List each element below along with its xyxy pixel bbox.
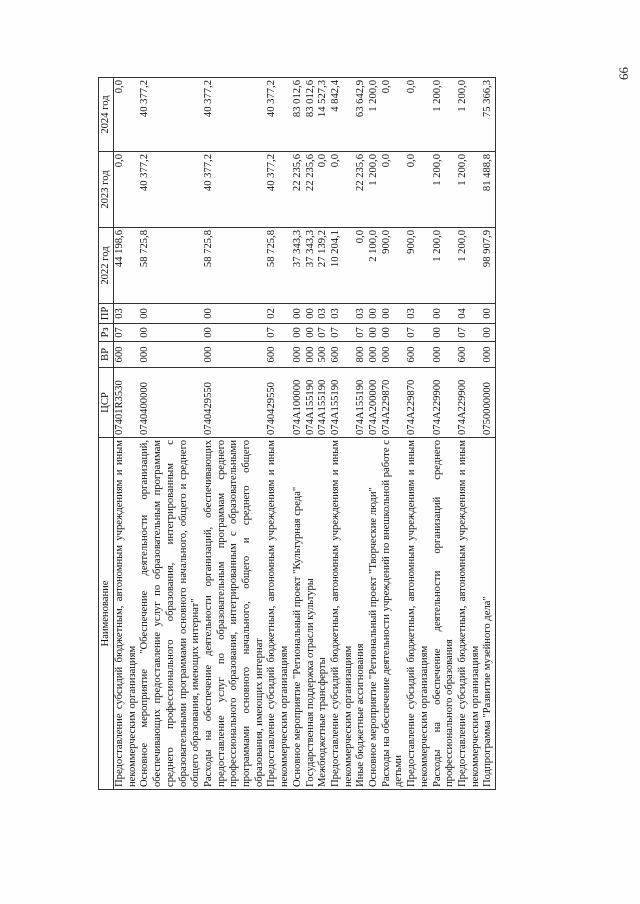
row-csr: 074A155190 xyxy=(305,368,318,438)
table-row xyxy=(305,78,318,790)
row-pr: 00 xyxy=(482,304,495,324)
row-2024: 0,0 xyxy=(381,78,406,152)
row-vr: 000 xyxy=(482,342,495,368)
row-vr: 600 xyxy=(457,342,482,368)
row-vr: 000 xyxy=(203,342,267,368)
row-2024: 40 377,2 xyxy=(266,78,291,152)
row-2023: 0,0 xyxy=(381,152,406,228)
row-rz: 00 xyxy=(305,324,318,342)
row-2022: 10 204,1 xyxy=(330,228,355,304)
row-2024: 75 366,3 xyxy=(482,78,495,152)
budget-table xyxy=(98,77,496,790)
row-2024: 14 527,3 xyxy=(317,78,330,152)
table-body xyxy=(114,78,496,790)
row-name: Основное мероприятие "Обеспечение деятельности организаций, обеспечивающих предоставление услуг по образовательным программам среднего профессионального образования, интегрированным с образовательными программами основного начального, общего и среднего общего образования, имеющих интернат" xyxy=(139,438,203,790)
row-rz: 07 xyxy=(406,324,431,342)
row-csr: 07401R3530 xyxy=(114,368,140,438)
row-csr: 074A100000 xyxy=(292,368,305,438)
row-2024: 4 842,4 xyxy=(330,78,355,152)
row-name: Иные бюджетные ассигнования xyxy=(355,438,368,790)
row-2024: 40 377,2 xyxy=(203,78,267,152)
row-pr: 00 xyxy=(381,304,406,324)
row-pr: 03 xyxy=(330,304,355,324)
row-2022: 27 139,2 xyxy=(317,228,330,304)
row-2024: 83 012,6 xyxy=(292,78,305,152)
row-vr: 000 xyxy=(292,342,305,368)
row-2024: 1 200,0 xyxy=(432,78,457,152)
row-rz: 00 xyxy=(432,324,457,342)
row-2022: 0,0 xyxy=(355,228,368,304)
row-csr: 074A155190 xyxy=(317,368,330,438)
table-row xyxy=(355,78,368,790)
row-2023: 0,0 xyxy=(114,152,140,228)
row-2024: 40 377,2 xyxy=(139,78,203,152)
table-row xyxy=(266,78,291,790)
row-2023: 0,0 xyxy=(317,152,330,228)
table-row xyxy=(406,78,431,790)
row-2023: 22 235,6 xyxy=(305,152,318,228)
row-rz: 07 xyxy=(355,324,368,342)
table-row xyxy=(203,78,267,790)
row-2024: 1 200,0 xyxy=(457,78,482,152)
row-pr: 04 xyxy=(457,304,482,324)
table-row xyxy=(139,78,203,790)
row-2023: 40 377,2 xyxy=(203,152,267,228)
row-2023: 0,0 xyxy=(330,152,355,228)
row-csr: 0740400000 xyxy=(139,368,203,438)
row-2023: 1 200,0 xyxy=(457,152,482,228)
row-2023: 1 200,0 xyxy=(368,152,381,228)
row-rz: 00 xyxy=(203,324,267,342)
row-name: Межбюджетные трансферты xyxy=(317,438,330,790)
row-name: Предоставление субсидий бюджетным, автономным учреждениям и иным некоммерческим организациям xyxy=(406,438,431,790)
row-2022: 37 343,3 xyxy=(292,228,305,304)
row-name: Подпрограмма "Развитие музейного дела" xyxy=(482,438,495,790)
row-2022: 58 725,8 xyxy=(139,228,203,304)
row-2023: 1 200,0 xyxy=(432,152,457,228)
row-csr: 074A229870 xyxy=(406,368,431,438)
row-name: Предоставление субсидий бюджетным, автономным учреждениям и иным некоммерческим организациям xyxy=(114,438,140,790)
table-row xyxy=(457,78,482,790)
row-pr: 00 xyxy=(368,304,381,324)
row-2022: 900,0 xyxy=(406,228,431,304)
row-2023: 81 488,8 xyxy=(482,152,495,228)
row-name: Предоставление субсидий бюджетным, автономным учреждениям и иным некоммерческим организациям xyxy=(266,438,291,790)
row-name: Государственная поддержка отрасли культуры xyxy=(305,438,318,790)
row-2022: 58 725,8 xyxy=(266,228,291,304)
row-csr: 0750000000 xyxy=(482,368,495,438)
table-header-row xyxy=(99,78,114,790)
row-pr: 03 xyxy=(114,304,140,324)
row-rz: 07 xyxy=(114,324,140,342)
row-2024: 0,0 xyxy=(114,78,140,152)
row-2023: 22 235,6 xyxy=(292,152,305,228)
row-vr: 000 xyxy=(139,342,203,368)
table-row xyxy=(482,78,495,790)
row-csr: 0740429550 xyxy=(266,368,291,438)
row-vr: 800 xyxy=(355,342,368,368)
row-rz: 00 xyxy=(368,324,381,342)
row-pr: 03 xyxy=(317,304,330,324)
rotated-table-container xyxy=(98,78,600,790)
row-rz: 00 xyxy=(139,324,203,342)
row-rz: 00 xyxy=(482,324,495,342)
row-csr: 074A229900 xyxy=(432,368,457,438)
row-name: Расходы на обеспечение деятельности учреждений по внешкольной работе с детьми xyxy=(381,438,406,790)
header-2022: 2022 год xyxy=(99,228,114,304)
table-row xyxy=(368,78,381,790)
row-2024: 1 200,0 xyxy=(368,78,381,152)
row-2023: 0,0 xyxy=(406,152,431,228)
row-csr: 074A229900 xyxy=(457,368,482,438)
row-csr: 074A229870 xyxy=(381,368,406,438)
row-2024: 83 012,6 xyxy=(305,78,318,152)
row-pr: 00 xyxy=(203,304,267,324)
row-vr: 000 xyxy=(368,342,381,368)
header-csr: ЦСР xyxy=(99,368,114,438)
table-row xyxy=(292,78,305,790)
header-name: Наименование xyxy=(99,438,114,790)
row-name: Основное мероприятие "Региональный проект "Культурная среда" xyxy=(292,438,305,790)
row-rz: 07 xyxy=(457,324,482,342)
header-2024: 2024 год xyxy=(99,78,114,152)
row-name: Предоставление субсидий бюджетным, автономным учреждениям и иным некоммерческим организациям xyxy=(457,438,482,790)
row-name: Расходы на обеспечение деятельности организаций, обеспечивающих предоставление услуг по образовательным программам среднего профессионального образования, интегрированным с образовательными программами основного начального, общего и среднего общего образования, имеющих интернат xyxy=(203,438,267,790)
header-rz: Рз xyxy=(99,324,114,342)
row-vr: 000 xyxy=(305,342,318,368)
row-2023: 22 235,6 xyxy=(355,152,368,228)
row-csr: 0740429550 xyxy=(203,368,267,438)
row-csr: 074A155190 xyxy=(355,368,368,438)
row-pr: 03 xyxy=(406,304,431,324)
row-rz: 00 xyxy=(381,324,406,342)
row-csr: 074A155190 xyxy=(330,368,355,438)
row-2024: 63 642,9 xyxy=(355,78,368,152)
row-2022: 58 725,8 xyxy=(203,228,267,304)
row-vr: 000 xyxy=(432,342,457,368)
header-vr: ВР xyxy=(99,342,114,368)
row-vr: 000 xyxy=(381,342,406,368)
row-vr: 600 xyxy=(266,342,291,368)
table-row xyxy=(381,78,406,790)
row-2023: 40 377,2 xyxy=(266,152,291,228)
row-rz: 07 xyxy=(330,324,355,342)
row-pr: 00 xyxy=(305,304,318,324)
header-2023: 2023 год xyxy=(99,152,114,228)
row-name: Основное мероприятие "Региональный проект "Творческие люди" xyxy=(368,438,381,790)
page-number: 66 xyxy=(616,67,631,80)
row-pr: 00 xyxy=(139,304,203,324)
row-2024: 0,0 xyxy=(406,78,431,152)
row-2022: 37 343,3 xyxy=(305,228,318,304)
row-csr: 074A200000 xyxy=(368,368,381,438)
row-2022: 1 200,0 xyxy=(432,228,457,304)
row-name: Предоставление субсидий бюджетным, автономным учреждениям и иным некоммерческим организациям xyxy=(330,438,355,790)
row-pr: 02 xyxy=(266,304,291,324)
table-row xyxy=(330,78,355,790)
row-rz: 07 xyxy=(317,324,330,342)
row-name: Расходы на обеспечение деятельности организаций среднего профессионального образования xyxy=(432,438,457,790)
row-2022: 98 907,9 xyxy=(482,228,495,304)
row-2022: 1 200,0 xyxy=(457,228,482,304)
table-row xyxy=(432,78,457,790)
table-row xyxy=(114,78,140,790)
row-2023: 40 377,2 xyxy=(139,152,203,228)
row-vr: 600 xyxy=(406,342,431,368)
row-2022: 900,0 xyxy=(381,228,406,304)
row-vr: 500 xyxy=(317,342,330,368)
row-rz: 07 xyxy=(266,324,291,342)
header-pr: ПР xyxy=(99,304,114,324)
row-pr: 03 xyxy=(355,304,368,324)
row-vr: 600 xyxy=(330,342,355,368)
row-vr: 600 xyxy=(114,342,140,368)
row-pr: 00 xyxy=(432,304,457,324)
row-2022: 44 198,6 xyxy=(114,228,140,304)
table-row xyxy=(317,78,330,790)
row-pr: 00 xyxy=(292,304,305,324)
row-2022: 2 100,0 xyxy=(368,228,381,304)
row-rz: 00 xyxy=(292,324,305,342)
